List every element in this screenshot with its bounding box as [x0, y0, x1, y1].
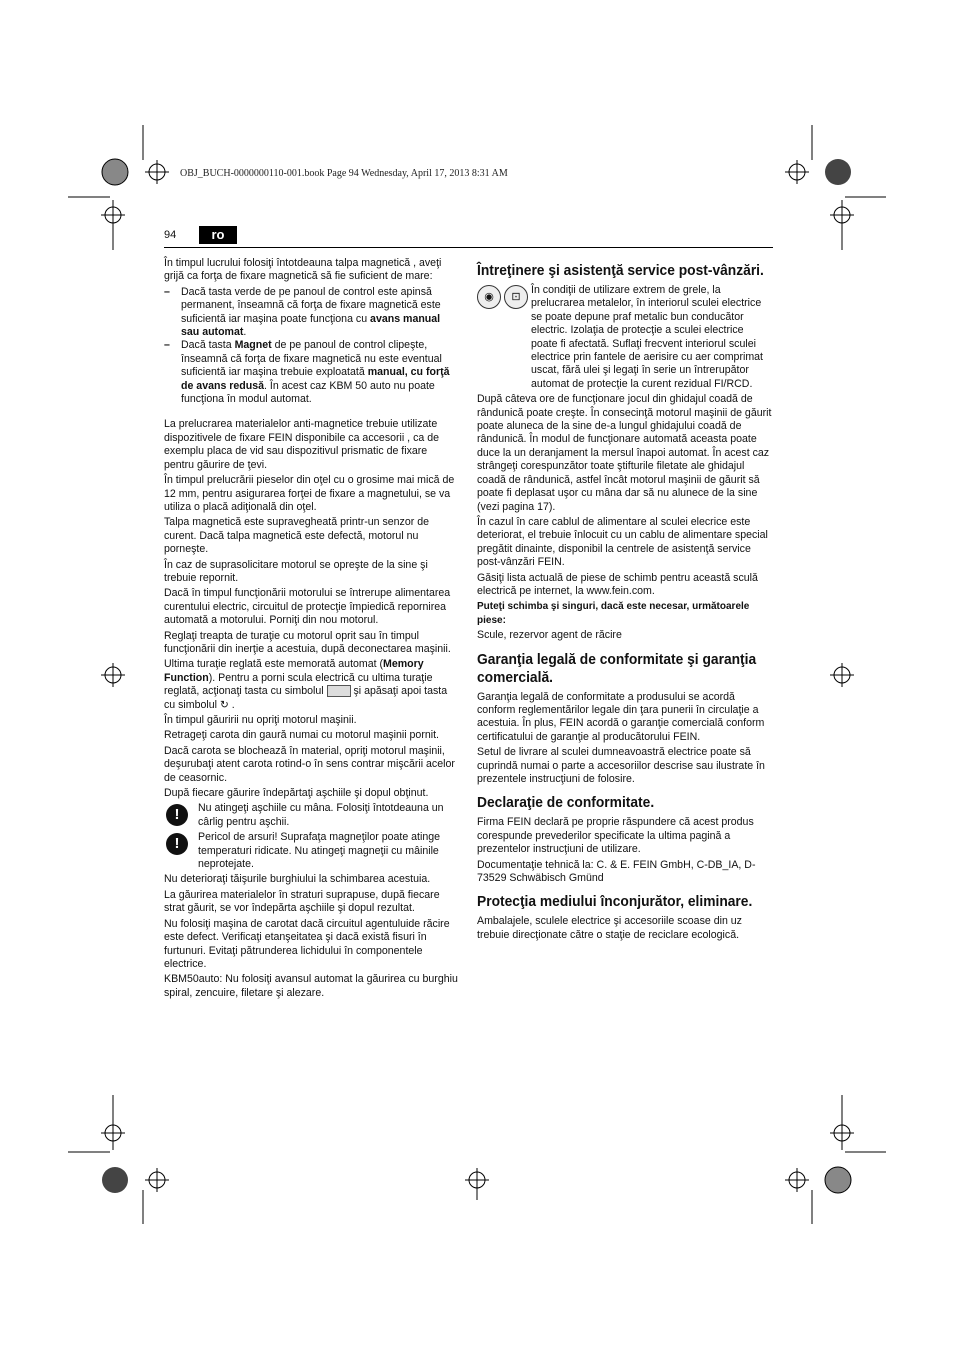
paragraph: După câteva ore de funcţionare jocul din ghidajul coadă de rândunică poate creşte. În consecinţă motorul maşinii de găurit poate aluneca de la sine de-a lungul ghidajului coadă de rândunică. În modul de funcţionare automată aceasta poate duce la un deranjament la mersul înapoi automat. În acest caz strângeţi corespunzător toate ştifturile filetate ale ghidajul coadă de rândunică, astfel încât motorul maşinii de găurit să poate fi deplasat uşor cu mâna dar să nu alunece de la sine (vezi pagina 17).	[477, 393, 772, 513]
paragraph: La prelucrarea materialelor anti-magnetice trebuie utilizate dispozitivele de fixare FEIN disponibile ca accesorii , ca de exemplu placa de vid sau dispozitivul prismatic de fixare pentru găurire de ţevi.	[164, 418, 439, 471]
page-number: 94	[164, 229, 177, 241]
eye-protection-icon: ◉	[477, 285, 501, 309]
paragraph: În timpul lucrului folosiţi întotdeauna talpa magnetică , aveţi grijă ca forţa de fixare magnetică să fie suficient de mare:	[164, 257, 442, 283]
paragraph: Dacă carota se blochează în material, opriţi motorul maşinii, deşurubaţi atent carota rotind-o în sens contrar mişcării acelor de ceasornic.	[164, 744, 455, 784]
section-heading: Întreţinere şi asistenţă service post-vânzări.	[477, 262, 764, 279]
paragraph: Scule, rezervor agent de răcire	[477, 629, 622, 642]
warning-icon: !	[166, 833, 188, 855]
section-heading: Declaraţie de conformitate.	[477, 794, 655, 812]
header-rule	[164, 247, 773, 248]
warning-icon: !	[166, 804, 188, 826]
service-note: ◉ ⊡ În condiţii de utilizare extrem de grele, la prelucrarea metalelor, în interiorul sculei electrice se poate depune praf metalic bun conducător electric. Izolaţia de protecţie a sculei electrice poate fi afectată. Suflaţi frecvent interiorul sculei electrice prin fantele de aerisire cu aer comprimat uscat, fără ulei şi legaţi în serie un întrerupător automat de protecţie la curent rezidual FI/RCD.	[477, 284, 773, 393]
paragraph: La găurirea materialelor în straturi suprapuse, după fiecare strat găurit, se vor îndepărta aşchiile şi dopul rezultat.	[164, 888, 440, 915]
rotation-symbol-icon: ↻	[219, 698, 229, 711]
paragraph: Ambalajele, sculele electrice şi accesoriile scoase din uz trebuie direcţionate către o staţie de reciclare ecologică.	[477, 915, 742, 941]
language-badge: ro	[199, 226, 237, 244]
left-column	[164, 257, 460, 1002]
paragraph: În timpul prelucrării pieselor din oţel cu o grosime mai mică de 12 mm, pentru asigurarea forţei de fixare a magnetului, se va utiliza o placă adiţională din oţel.	[164, 474, 455, 513]
warning-block: ! Pericol de arsuri! Suprafaţa magneţilor poate atinge temperaturi ridicate. Nu atingeţi magneţii cu mâinile neprotejate.	[164, 831, 460, 871]
paragraph-bold: Puteţi schimba şi singuri, dacă este necesar, următoarele piese:	[477, 601, 750, 626]
paragraph: Retrageţi carota din gaură numai cu motorul maşinii pornit.	[164, 729, 439, 742]
paragraph: În timpul găuririi nu opriţi motorul maşinii.	[164, 714, 357, 726]
paragraph: Nu deterioraţi tăişurile burghiului la schimbarea acestuia.	[164, 873, 431, 886]
paragraph: Documentaţie tehnică la: C. & E. FEIN GmbH, C-DB_IA, D-73529 Schwäbisch Gmünd	[477, 858, 756, 885]
right-column	[477, 258, 773, 944]
memory-key-icon	[327, 685, 351, 697]
paragraph: După fiecare găurire îndepărtaţi aşchiile şi dopul obţinut.	[164, 787, 429, 800]
paragraph: KBM50auto: Nu folosiţi avansul automat la găurirea cu burghiu spiral, zencuire, filetare şi alezare.	[164, 973, 458, 999]
section-heading: Protecţia mediului înconjurător, eliminare.	[477, 893, 753, 911]
paragraph: În cazul în care cablul de alimentare al sculei elecrice este deteriorat, el trebuie înlocuit cu un cablu de alimentare special pregătit dinainte, disponibil la centrele de asistenţă service post-vânzări FEIN.	[477, 515, 768, 569]
paragraph: În caz de suprasolicitare motorul se opreşte de la sine şi trebuie repornit.	[164, 558, 428, 584]
section-heading: Garanţia legală de conformitate şi garanţia comercială.	[477, 650, 757, 686]
list-item: – Dacă tasta Magnet de pe panoul de control clipeşte, înseamnă că forţa de fixare magnetică nu este eventual suficientă iar maşina trebuie exploatată manual, cu forţă de avans redusă. În acest caz KBM 50 auto nu poate funcţiona în modul automat.	[164, 339, 450, 406]
paragraph: Găsiţi lista actuală de piese de schimb pentru această sculă electrică pe internet, la www.fein.com.	[477, 571, 758, 597]
paragraph: Firma FEIN declară pe proprie răspundere că acest produs corespunde prevederilor specificate la ultima pagină a prezentelor instrucţiuni de utilizare.	[477, 816, 754, 856]
paragraph: Nu folosiţi maşina de carotat dacă circuitul agentuluide răcire este defect. Verificaţi etanşeitatea şi dacă există fisuri în furtunuri. Evitaţi pătrunderea lichidului în componentele electrice.	[164, 917, 450, 970]
paragraph: Talpa magnetică este supravegheată printr-un senzor de curent. Dacă talpa magnetică este defectă, motorul nu porneşte.	[164, 516, 430, 556]
warning-block: ! Nu atingeţi aşchiile cu mâna. Folosiţi întotdeauna un cârlig pentru aşchii.	[164, 802, 460, 829]
print-header: OBJ_BUCH-0000000110-001.book Page 94 Wednesday, April 17, 2013 8:31 AM	[180, 168, 508, 179]
paragraph: Setul de livrare al sculei dumneavoastră electrice poate să cuprindă numai o parte a accesoriilor descrise sau ilustrate în prezentele instrucţiuni de folosire.	[477, 746, 765, 785]
paragraph: Dacă în timpul funcţionării motorului se întrerupe alimentarea curentului electric, circuitul de protecţie împiedică repornirea automată a motorului. Porniţi din nou motorul.	[164, 587, 451, 627]
list-item: – Dacă tasta verde de pe panoul de control este apinsă permanent, înseamnă că forţa de fixare magnetică este suficientă iar maşina poate funcţiona cu avans manual sau automat.	[164, 285, 441, 339]
paragraph: Garanţia legală de conformitate a produsului se acordă conform reglementărilor legale din ţara punerii în circulaţie a acestuia. În plus, FEIN acordă o garanţie comercială conform certificatului de garanţie al producătorului FEIN.	[477, 690, 765, 743]
paragraph: Reglaţi treapta de turaţie cu motorul oprit sau în timpul funcţionării din inerţie a acestuia, după deconectarea maşinii.	[164, 629, 451, 655]
paragraph: Ultima turaţie reglată este memorată automat (Memory Function). Pentru a porni scula electrică cu ultima turaţie reglată, acţionaţi tasta cu simbolul şi apăsaţi apoi tasta cu simbolul ↻ .	[164, 658, 448, 711]
compressed-air-icon: ⊡	[504, 285, 528, 309]
